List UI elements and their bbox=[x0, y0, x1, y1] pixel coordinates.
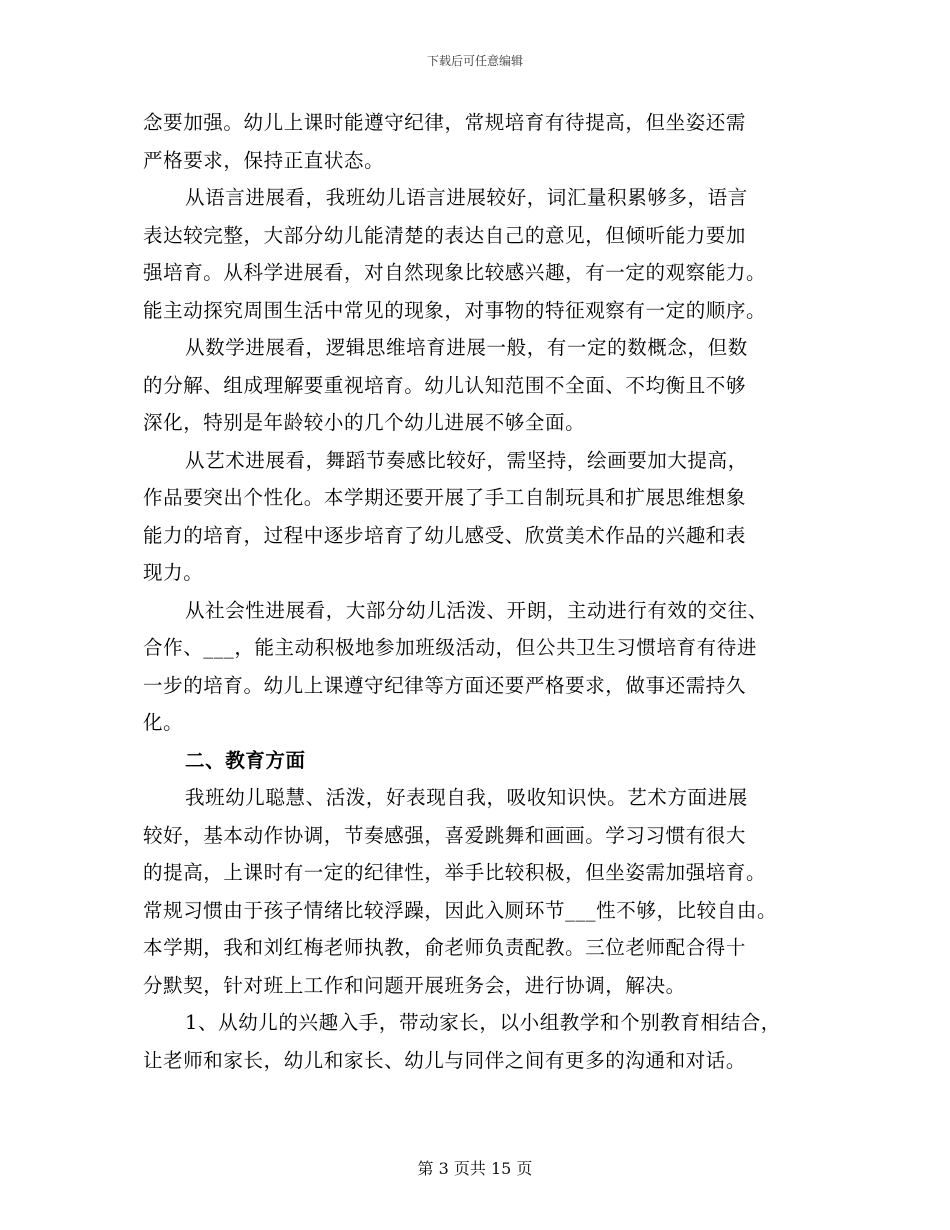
text-line: 严格要求，保持正直状态。 bbox=[143, 148, 385, 172]
section-heading: 二、教育方面 bbox=[185, 748, 306, 772]
paragraph-start-line: 从社会性进展看，大部分幼儿活泼、开朗，主动进行有效的交往、 bbox=[185, 598, 768, 622]
text-line: 合作、___，能主动积极地参加班级活动，但公共卫生习惯培育有待进 bbox=[143, 636, 757, 659]
paragraph-start-line: 从语言进展看，我班幼儿语言进展较好，词汇量积累够多，语言 bbox=[185, 186, 748, 209]
text-line: 现力。 bbox=[143, 561, 204, 584]
text-line: 能力的培育，过程中逐步培育了幼儿感受、欣赏美术作品的兴趣和表 bbox=[143, 523, 747, 547]
text-line: 化。 bbox=[143, 711, 184, 734]
text-line: 的提高，上课时有一定的纪律性，举手比较积极，但坐姿需加强培育。 bbox=[143, 861, 767, 884]
page-footer: 第 3 页共 15 页 bbox=[417, 1159, 533, 1178]
text-line: 的分解、组成理解要重视培育。幼儿认知范围不全面、不均衡且不够 bbox=[143, 373, 747, 397]
paragraph-start-line: 我班幼儿聪慧、活泼，好表现自我，吸收知识快。艺术方面进展 bbox=[185, 786, 748, 809]
paragraph-start-line: 1、从幼儿的兴趣入手，带动家长，以小组教学和个别教育相结合， bbox=[185, 1011, 781, 1034]
text-line: 常规习惯由于孩子情绪比较浮躁，因此入厕环节___性不够，比较自由。 bbox=[143, 898, 778, 922]
page-header: 下载后可任意编辑 bbox=[426, 54, 523, 68]
text-line: 表达较完整，大部分幼儿能清楚的表达自己的意见，但倾听能力要加 bbox=[143, 223, 747, 247]
text-line: 较好，基本动作协调，节奏感强，喜爱跳舞和画画。学习习惯有很大 bbox=[143, 823, 747, 847]
text-line: 能主动探究周围生活中常见的现象，对事物的特征观察有一定的顺序。 bbox=[143, 298, 767, 322]
document-body bbox=[143, 104, 823, 1079]
text-line: 深化，特别是年龄较小的几个幼儿进展不够全面。 bbox=[143, 411, 586, 434]
text-line: 让老师和家长，幼儿和家长、幼儿与同伴之间有更多的沟通和对话。 bbox=[143, 1048, 747, 1072]
text-line: 本学期，我和刘红梅老师执教，俞老师负责配教。三位老师配合得十 bbox=[143, 936, 747, 959]
text-line: 强培育。从科学进展看，对自然现象比较感兴趣，有一定的观察能力。 bbox=[143, 261, 767, 284]
text-line: 念要加强。幼儿上课时能遵守纪律，常规培育有待提高，但坐姿还需 bbox=[143, 111, 747, 134]
text-line: 一步的培育。幼儿上课遵守纪律等方面还要严格要求，做事还需持久 bbox=[143, 673, 747, 697]
text-line: 作品要突出个性化。本学期还要开展了手工自制玩具和扩展思维想象 bbox=[143, 486, 747, 509]
paragraph-start-line: 从数学进展看，逻辑思维培育进展一般，有一定的数概念，但数 bbox=[185, 336, 748, 359]
paragraph-start-line: 从艺术进展看，舞蹈节奏感比较好，需坚持，绘画要加大提高， bbox=[185, 448, 748, 472]
text-line: 分默契，针对班上工作和问题开展班务会，进行协调，解决。 bbox=[143, 973, 686, 997]
